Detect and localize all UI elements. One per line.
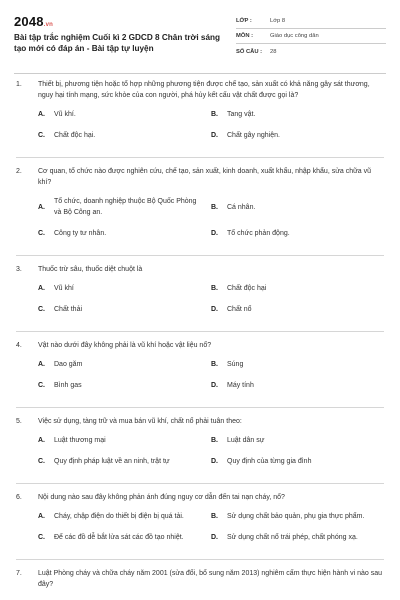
option-letter: A.: [38, 513, 45, 520]
option-letter: D.: [211, 132, 218, 139]
option-grid: [16, 435, 384, 477]
option-d[interactable]: [211, 130, 384, 141]
option-text: Sử dụng chất nổ trái phép, chất phóng xạ.: [227, 534, 358, 541]
question: [16, 79, 384, 151]
question: [16, 568, 384, 590]
option-text: Luật dân sự: [227, 437, 265, 444]
option-text: Chất gây nghiện.: [227, 132, 280, 139]
option-text: Máy tính: [227, 382, 254, 389]
option-b[interactable]: [211, 283, 384, 294]
option-text: Dao găm: [54, 361, 83, 368]
option-letter: C.: [38, 382, 45, 389]
option-d[interactable]: [211, 456, 384, 467]
option-letter: A.: [38, 361, 45, 368]
document-title: Bài tập trắc nghiệm Cuối kì 2 GDCD 8 Chân trời sáng tạo mới có đáp án - Bài tập tự luyện: [14, 33, 220, 53]
option-letter: C.: [38, 132, 45, 139]
option-letter: D.: [211, 230, 218, 237]
option-letter: A.: [38, 285, 45, 292]
option-a[interactable]: [38, 435, 211, 446]
option-letter: B.: [211, 513, 218, 520]
option-text: Tổ chức, doanh nghiệp thuộc Bộ Quốc Phòng và Bộ Công an.: [54, 198, 197, 216]
question-divider: [16, 407, 384, 408]
question-text: Nội dung nào sau đây không phản ánh đúng nguy cơ dẫn đến tai nạn cháy, nổ?: [38, 494, 285, 501]
question-number: 6.: [16, 494, 22, 501]
option-text: Quy định của từng gia đình: [227, 458, 312, 465]
meta-table: [236, 14, 386, 59]
question-divider: [16, 157, 384, 158]
option-text: Chất nổ: [227, 306, 252, 313]
question-number: 1.: [16, 81, 22, 88]
question-text: Luật Phòng cháy và chữa cháy năm 2001 (sửa đổi, bổ sung năm 2013) nghiêm cấm thực hiện hành vi nào sau đây?: [38, 570, 383, 588]
option-a[interactable]: [38, 283, 211, 294]
question-number: 7.: [16, 570, 22, 577]
question-divider: [16, 255, 384, 256]
option-c[interactable]: [38, 380, 211, 391]
option-text: Vũ khí.: [54, 111, 76, 118]
option-text: Cháy, chập điện do thiết bị điện bị quá tải.: [54, 513, 184, 520]
option-letter: A.: [38, 437, 45, 444]
question-number: 2.: [16, 168, 22, 175]
meta-label: MÔN :: [236, 33, 254, 39]
meta-value: Lớp 8: [270, 18, 286, 24]
header-divider: [14, 73, 386, 74]
question-list: [16, 79, 384, 590]
question-number: 3.: [16, 266, 22, 273]
meta-label: SỐ CÂU :: [236, 48, 263, 55]
logo-tld: .vn: [43, 22, 54, 28]
option-text: Để các đồ dễ bắt lửa sát các đồ tạo nhiệt.: [54, 534, 184, 541]
question-number: 4.: [16, 342, 22, 349]
option-letter: A.: [38, 111, 45, 118]
question-text: Vật nào dưới đây không phải là vũ khí hoặc vật liệu nổ?: [38, 342, 212, 349]
question-divider: [16, 483, 384, 484]
option-letter: B.: [211, 111, 218, 118]
question: [16, 416, 384, 477]
option-letter: B.: [211, 437, 218, 444]
option-text: Tang vật.: [227, 111, 256, 118]
option-grid: [16, 359, 384, 401]
option-text: Cá nhân.: [227, 203, 256, 211]
site-logo[interactable]: [14, 14, 53, 29]
option-c[interactable]: [38, 228, 211, 239]
option-letter: B.: [211, 285, 218, 292]
option-b[interactable]: [211, 359, 384, 370]
option-letter: D.: [211, 534, 218, 541]
question-text: Thuốc trừ sâu, thuốc diệt chuột là: [38, 266, 143, 273]
meta-row-subject: [236, 29, 386, 44]
option-a[interactable]: [38, 511, 211, 522]
option-text: Chất độc hại: [227, 285, 267, 292]
option-text: Sử dụng chất bảo quản, phụ gia thực phẩm.: [227, 513, 365, 520]
question-divider: [16, 331, 384, 332]
option-d[interactable]: [211, 380, 384, 391]
option-grid: [16, 511, 384, 553]
option-letter: D.: [211, 382, 218, 389]
option-b[interactable]: [211, 435, 384, 446]
question-text: Việc sử dụng, tàng trữ và mua bán vũ khí, chất nổ phải tuân theo:: [38, 418, 242, 425]
option-letter: B.: [211, 361, 218, 368]
option-text: Luật thương mại: [54, 437, 106, 444]
option-letter: C.: [38, 306, 45, 313]
option-b[interactable]: [211, 511, 384, 522]
meta-label: LỚP :: [236, 18, 252, 24]
option-letter: C.: [38, 230, 45, 237]
option-letter: A.: [38, 203, 45, 211]
option-d[interactable]: [211, 532, 384, 543]
option-c[interactable]: [38, 130, 211, 141]
logo-main: 2048: [14, 14, 44, 29]
option-a[interactable]: [38, 359, 211, 370]
option-c[interactable]: [38, 456, 211, 467]
option-text: Quy định pháp luật về an ninh, trật tự: [54, 458, 170, 465]
option-letter: D.: [211, 458, 218, 465]
option-text: Công ty tư nhân.: [54, 230, 107, 237]
option-letter: C.: [38, 534, 45, 541]
option-d[interactable]: [211, 228, 384, 239]
option-text: Chất thải: [54, 306, 83, 313]
option-c[interactable]: [38, 304, 211, 315]
question: [16, 166, 384, 249]
option-d[interactable]: [211, 304, 384, 315]
option-a[interactable]: [38, 196, 211, 218]
option-grid: [16, 196, 384, 249]
question: [16, 340, 384, 401]
option-text: Vũ khí: [54, 285, 74, 292]
option-text: Chất độc hại.: [54, 132, 96, 139]
option-text: Bình gas: [54, 382, 82, 389]
option-text: Súng: [227, 361, 244, 368]
meta-value: Giáo dục công dân: [270, 33, 319, 39]
option-letter: B.: [211, 203, 218, 211]
question: [16, 492, 384, 553]
question-number: 5.: [16, 418, 22, 425]
option-a[interactable]: [38, 109, 211, 120]
option-grid: [16, 283, 384, 325]
question-text: Cơ quan, tổ chức nào được nghiên cứu, chế tạo, sản xuất, kinh doanh, xuất khẩu, nhập khẩu, sửa chữa vũ khí?: [38, 168, 372, 186]
option-b[interactable]: [211, 109, 384, 120]
question: [16, 264, 384, 325]
meta-row-count: [236, 44, 386, 59]
meta-value: 28: [270, 48, 277, 55]
option-letter: C.: [38, 458, 45, 465]
meta-row-class: [236, 14, 386, 29]
question-text: Thiết bị, phương tiện hoặc tổ hợp những phương tiện được chế tạo, sản xuất có khả năng gây sát thương, nguy hại tính mạng, sức khỏe của con người, phá hủy kết cấu vật chất được gọi là?: [38, 81, 370, 99]
option-grid: [16, 109, 384, 151]
option-c[interactable]: [38, 532, 211, 543]
question-divider: [16, 559, 384, 560]
option-letter: D.: [211, 306, 218, 313]
option-b[interactable]: [211, 196, 384, 218]
document-header: [14, 14, 386, 72]
option-text: Tổ chức phản động.: [227, 230, 290, 237]
